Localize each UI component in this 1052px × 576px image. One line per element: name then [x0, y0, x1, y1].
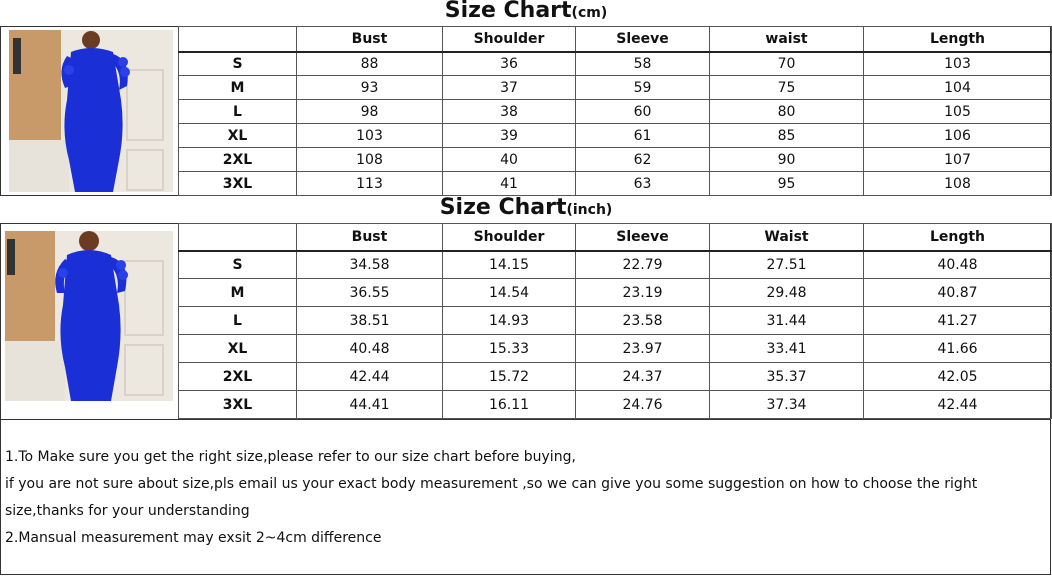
product-photo-inch: [5, 231, 173, 401]
cell: 31.44: [710, 307, 864, 335]
note-line-3: 2.Mansual measurement may exsit 2~4cm difference: [5, 530, 382, 546]
cell: 14.15: [443, 251, 576, 279]
size-chart-inch-title: [0, 195, 1052, 220]
note-line-1: 1.To Make sure you get the right size,please refer to our size chart before buying,: [5, 449, 576, 465]
table-row: [179, 148, 1052, 172]
header-length: Length: [864, 224, 1052, 251]
table-row: [179, 76, 1052, 100]
cell: 95: [710, 172, 864, 196]
cell: 15.33: [443, 335, 576, 363]
cell: 41.27: [864, 307, 1052, 335]
cell: 40.48: [297, 335, 443, 363]
header-bust: Bust: [297, 224, 443, 251]
size-label: XL: [179, 124, 297, 148]
size-label: 2XL: [179, 363, 297, 391]
cell: 27.51: [710, 251, 864, 279]
cell: 93: [297, 76, 443, 100]
table-row: [179, 124, 1052, 148]
cell: 35.37: [710, 363, 864, 391]
size-table-inch: [178, 223, 1052, 419]
header-length: Length: [864, 27, 1052, 52]
size-label: 2XL: [179, 148, 297, 172]
cell: 60: [576, 100, 710, 124]
cell: 22.79: [576, 251, 710, 279]
cell: 75: [710, 76, 864, 100]
cell: 38: [443, 100, 576, 124]
table-header-row: [179, 27, 1052, 52]
cell: 41: [443, 172, 576, 196]
dress-model-image: [9, 30, 173, 192]
cell: 24.37: [576, 363, 710, 391]
cell: 88: [297, 52, 443, 76]
size-label: XL: [179, 335, 297, 363]
cell: 36: [443, 52, 576, 76]
cell: 36.55: [297, 279, 443, 307]
cell: 23.19: [576, 279, 710, 307]
title-unit: (inch): [566, 202, 613, 218]
cell: 42.44: [864, 391, 1052, 419]
header-sleeve: Sleeve: [576, 224, 710, 251]
size-label: M: [179, 76, 297, 100]
cell: 14.93: [443, 307, 576, 335]
cell: 113: [297, 172, 443, 196]
cell: 59: [576, 76, 710, 100]
cell: 70: [710, 52, 864, 76]
cell: 33.41: [710, 335, 864, 363]
title-main: Size Chart: [439, 195, 567, 220]
title-main: Size Chart: [444, 0, 572, 23]
cell: 23.58: [576, 307, 710, 335]
cell: 40.48: [864, 251, 1052, 279]
cell: 104: [864, 76, 1052, 100]
dress-model-image: [5, 231, 173, 401]
size-table-cm: [178, 26, 1052, 196]
size-label: S: [179, 52, 297, 76]
size-label: 3XL: [179, 172, 297, 196]
cell: 105: [864, 100, 1052, 124]
header-bust: Bust: [297, 27, 443, 52]
size-notes: [5, 444, 1045, 552]
cell: 62: [576, 148, 710, 172]
table-header-row: [179, 224, 1052, 251]
header-shoulder: Shoulder: [443, 27, 576, 52]
size-label: L: [179, 100, 297, 124]
cell: 103: [297, 124, 443, 148]
product-photo-cm: [9, 30, 173, 192]
cell: 98: [297, 100, 443, 124]
cell: 39: [443, 124, 576, 148]
table-row: [179, 279, 1052, 307]
header-sleeve: Sleeve: [576, 27, 710, 52]
cell: 108: [864, 172, 1052, 196]
table-row: [179, 391, 1052, 419]
table-row: [179, 52, 1052, 76]
cell: 106: [864, 124, 1052, 148]
cell: 41.66: [864, 335, 1052, 363]
size-label: 3XL: [179, 391, 297, 419]
table-row: [179, 100, 1052, 124]
cell: 85: [710, 124, 864, 148]
cell: 34.58: [297, 251, 443, 279]
header-cell: [179, 27, 297, 52]
cell: 107: [864, 148, 1052, 172]
cell: 42.05: [864, 363, 1052, 391]
cell: 40: [443, 148, 576, 172]
cell: 42.44: [297, 363, 443, 391]
cell: 44.41: [297, 391, 443, 419]
table-row: [179, 172, 1052, 196]
table-row: [179, 363, 1052, 391]
cell: 58: [576, 52, 710, 76]
size-label: M: [179, 279, 297, 307]
table-row: [179, 307, 1052, 335]
cell: 108: [297, 148, 443, 172]
cell: 90: [710, 148, 864, 172]
cell: 14.54: [443, 279, 576, 307]
size-chart-cm-title: [0, 0, 1052, 23]
cell: 103: [864, 52, 1052, 76]
title-unit: (cm): [571, 5, 608, 21]
cell: 16.11: [443, 391, 576, 419]
cell: 23.97: [576, 335, 710, 363]
cell: 61: [576, 124, 710, 148]
header-shoulder: Shoulder: [443, 224, 576, 251]
cell: 40.87: [864, 279, 1052, 307]
cell: 37: [443, 76, 576, 100]
cell: 15.72: [443, 363, 576, 391]
cell: 38.51: [297, 307, 443, 335]
cell: 63: [576, 172, 710, 196]
header-waist: Waist: [710, 224, 864, 251]
cell: 80: [710, 100, 864, 124]
cell: 37.34: [710, 391, 864, 419]
table-row: [179, 251, 1052, 279]
cell: 29.48: [710, 279, 864, 307]
size-label: L: [179, 307, 297, 335]
header-waist: waist: [710, 27, 864, 52]
size-label: S: [179, 251, 297, 279]
table-row: [179, 335, 1052, 363]
cell: 24.76: [576, 391, 710, 419]
header-cell: [179, 224, 297, 251]
note-line-2: if you are not sure about size,pls email us your exact body measurement ,so we can give you some suggestion on how to choose the right size,thanks for your understanding: [5, 476, 978, 519]
